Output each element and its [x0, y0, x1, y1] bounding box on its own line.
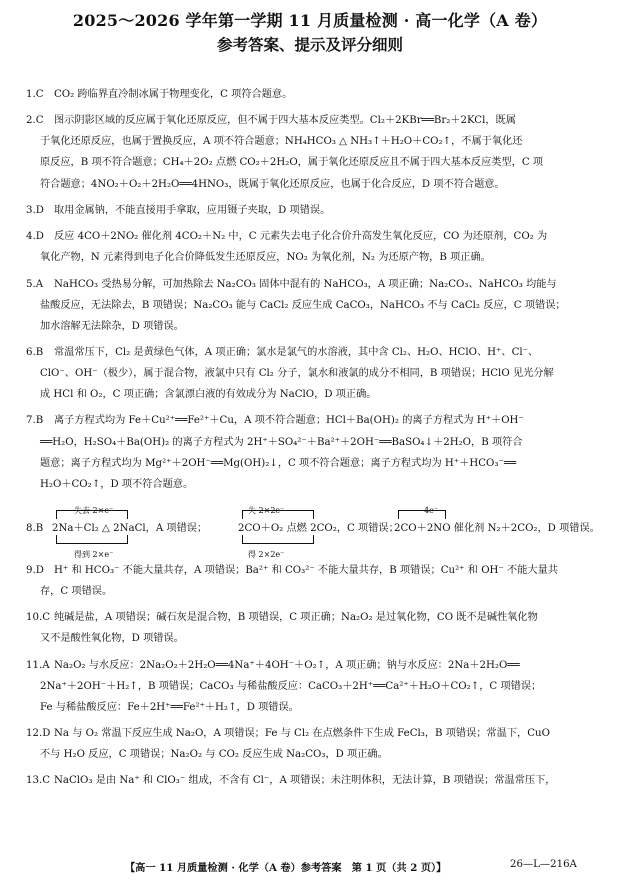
- answer-line: CO₂ 跨临界直冷制冰属于物理变化，C 项符合题意。: [54, 89, 293, 100]
- answer-line: H₂O＋CO₂↑，D 项不符合题意。: [40, 478, 194, 490]
- answer-item: [26, 723, 600, 765]
- answer-number: 9.D: [26, 564, 44, 576]
- electron-transfer-label: 失 2×2e⁻: [248, 505, 285, 515]
- answer-list: [26, 84, 600, 792]
- answer-first-line: [26, 607, 600, 628]
- answer-first-line: [26, 226, 600, 247]
- answer-line: ClO⁻、OH⁻（极少），属于混合物，液氯中只有 Cl₂ 分子，氯水和液氯的成分不相同，B 项错误；HClO 见光分解: [40, 368, 554, 380]
- answer-number: 7.B: [26, 415, 44, 427]
- answer-line: Fe 与稀盐酸反应：Fe＋2H⁺══Fe²⁺＋H₂↑，D 项错误。: [40, 701, 299, 713]
- answer-line: 又不是酸性氧化物，D 项错误。: [40, 633, 184, 645]
- answer-first-line: [26, 410, 600, 431]
- answer-line: 盐酸反应，无法除去，B 项错误；Na₂CO₃ 能与 CaCl₂ 反应生成 CaCO₃，NaHCO₃ 不与 CaCl₂ 反应，C 项错误；: [40, 299, 566, 311]
- answer-first-line: [26, 723, 600, 744]
- footer-code: 26—L—216A: [510, 859, 577, 870]
- answer-number: 12.D: [26, 728, 51, 740]
- electron-transfer-bracket: [398, 510, 446, 519]
- answer-item: [26, 770, 600, 791]
- answer-line: 成 HCl 和 O₂，C 项正确；含氯漂白液的有效成分为 NaClO，D 项正确。: [40, 389, 377, 401]
- answer-line: 符合题意；4NO₂＋O₂＋2H₂O══4HNO₃，既属于氧化还原反应，也属于化合反应，D 项不符合题意。: [40, 178, 505, 190]
- answer-line: 加水溶解无法除杂，D 项错误。: [40, 320, 184, 332]
- answer-item: [26, 110, 600, 194]
- electron-transfer-bracket: [56, 535, 128, 544]
- answer-item: [26, 410, 600, 494]
- answer-item: [26, 500, 600, 560]
- answer-line: H⁺ 和 HCO₃⁻ 不能大量共存，A 项错误；Ba²⁺ 和 CO₃²⁻ 不能大量共存，B 项错误；Cu²⁺ 和 OH⁻ 不能大量共: [54, 564, 558, 576]
- answer-line: 2Na⁺＋2OH⁻＋H₂↑，B 项错误；CaCO₃ 与稀盐酸反应：CaCO₃＋2H⁺══Ca²⁺＋H₂O＋CO₂↑，C 项错误；: [40, 680, 542, 692]
- answer-line: NaHCO₃ 受热易分解，可加热除去 Na₂CO₃ 固体中混有的 NaHCO₃，A 项正确；Na₂CO₃、NaHCO₃ 均能与: [54, 278, 557, 290]
- answer-item: [26, 655, 600, 718]
- page-subtitle: 参考答案、提示及评分细则: [216, 35, 403, 54]
- answer-first-line: [26, 110, 600, 131]
- answer-first-line: [26, 274, 600, 295]
- answer-number: 13.C: [26, 775, 50, 787]
- answer-line: Na₂O₂ 与水反应：2Na₂O₂＋2H₂O══4Na⁺＋4OH⁻＋O₂↑，A 项正确；钠与水反应：2Na＋2H₂O══: [54, 659, 520, 671]
- electron-transfer-bracket: [242, 535, 314, 544]
- answer-line: 常温常压下，Cl₂ 是黄绿色气体，A 项正确；氯水是氯气的水溶液，其中含 Cl₂、H₂O、HClO、H⁺、Cl⁻、: [54, 346, 539, 358]
- answer-line: 纯碱是盐，A 项错误；碱石灰是混合物，B 项错误，C 项正确；Na₂O₂ 是过氧化物，CO 既不是碱性氧化物: [54, 612, 538, 624]
- answer-number: 11.A: [26, 659, 50, 671]
- answer-number: 6.B: [26, 346, 44, 358]
- answer-line: 于氧化还原反应，也属于置换反应，A 项不符合题意；NH₄HCO₃ △ NH₃↑＋H₂O＋CO₂↑，不属于氧化还: [40, 136, 523, 148]
- answer-first-line: [26, 655, 600, 676]
- electron-transfer-label: 得到 2×e⁻: [74, 549, 114, 559]
- answer-line: 取用金属钠，不能直接用手拿取，应用镊子夹取，D 项错误。: [54, 204, 331, 216]
- answer-item: [26, 560, 600, 602]
- answer-line: ══H₂O，H₂SO₄＋Ba(OH)₂ 的离子方程式为 2H⁺＋SO₄²⁻＋Ba²⁺＋2OH⁻══BaSO₄↓＋2H₂O，B 项符合: [40, 436, 523, 448]
- answer-item: [26, 342, 600, 405]
- answer-line: 2CO＋O₂ 点燃 2CO₂，C 项错误；: [238, 522, 399, 534]
- electron-transfer-bracket: [242, 510, 314, 519]
- electron-transfer-label: 4e⁻: [424, 505, 439, 515]
- answer-first-line: [26, 84, 600, 105]
- answer-item: [26, 226, 600, 268]
- page-title: 2025～2026 学年第一学期 11 月质量检测 · 高一化学（A 卷）: [72, 11, 548, 30]
- answer-line: 反应 4CO＋2NO₂ 催化剂 4CO₂＋N₂ 中，C 元素失去电子化合价升高发生氧化反应，CO 为还原剂，CO₂ 为: [54, 231, 548, 243]
- answer-number: 4.D: [26, 231, 44, 243]
- answer-item: [26, 274, 600, 337]
- answer-line: 图示阴影区域的反应属于氧化还原反应，但不属于四大基本反应类型。Cl₂＋2KBr══Br₂＋2KCl，既属: [54, 115, 516, 127]
- answer-line: 氧化产物，N 元素得到电子化合价降低发生还原反应，NO₂ 为氧化剂，N₂ 为还原产物，B 项正确。: [40, 252, 491, 264]
- answer-line: Na 与 O₂ 常温下反应生成 Na₂O，A 项错误；Fe 与 Cl₂ 在点燃条件下生成 FeCl₃，B 项错误；常温下，CuO: [54, 728, 550, 740]
- answer-line: 离子方程式均为 Fe＋Cu²⁺══Fe²⁺＋Cu，A 项不符合题意；HCl＋Ba(OH)₂ 的离子方程式为 H⁺＋OH⁻: [54, 415, 524, 427]
- answer-number: 5.A: [26, 278, 44, 290]
- answer-number: 10.C: [26, 612, 50, 624]
- electron-transfer-label: 得 2×2e⁻: [248, 549, 285, 559]
- footer-label: 【高一 11 月质量检测 · 化学（A 卷）参考答案 第 1 页（共 2 页）】: [125, 862, 447, 874]
- answer-first-line: [26, 342, 600, 363]
- answer-line: 2CO＋2NO 催化剂 N₂＋2CO₂，D 项错误。: [394, 522, 600, 534]
- answer-number: 8.B: [26, 522, 44, 534]
- answer-number: 1.C: [26, 89, 44, 100]
- answer-line: 原反应，B 项不符合题意；CH₄＋2O₂ 点燃 CO₂＋2H₂O，属于氧化还原反应且不属于四大基本反应类型，C 项: [40, 157, 544, 169]
- answer-first-line: [26, 770, 600, 791]
- answer-number: 2.C: [26, 115, 44, 127]
- electron-transfer-bracket: [56, 510, 128, 519]
- answer-number: 3.D: [26, 204, 44, 216]
- electron-transfer-label: 失去 2×e⁻: [74, 505, 114, 515]
- answer-first-line: [26, 200, 600, 221]
- answer-line: NaClO₃ 是由 Na⁺ 和 ClO₃⁻ 组成，不含有 Cl⁻，A 项错误；未注明体积，无法计算，B 项错误；常温常压下，: [54, 775, 556, 787]
- answer-item: [26, 607, 600, 649]
- answer-line: 存，C 项错误。: [40, 585, 113, 597]
- answer-item: [26, 200, 600, 221]
- answer-item: [26, 84, 600, 105]
- answer-line: 不与 H₂O 反应，C 项错误；Na₂O₂ 与 CO₂ 反应生成 Na₂CO₃，D 项正确。: [40, 749, 388, 761]
- answer-line: 题意；离子方程式均为 Mg²⁺＋2OH⁻══Mg(OH)₂↓，C 项不符合题意；离子方程式均为 H⁺＋HCO₃⁻══: [40, 457, 517, 469]
- answer-line: 2Na＋Cl₂ △ 2NaCl，A 项错误；: [52, 522, 208, 534]
